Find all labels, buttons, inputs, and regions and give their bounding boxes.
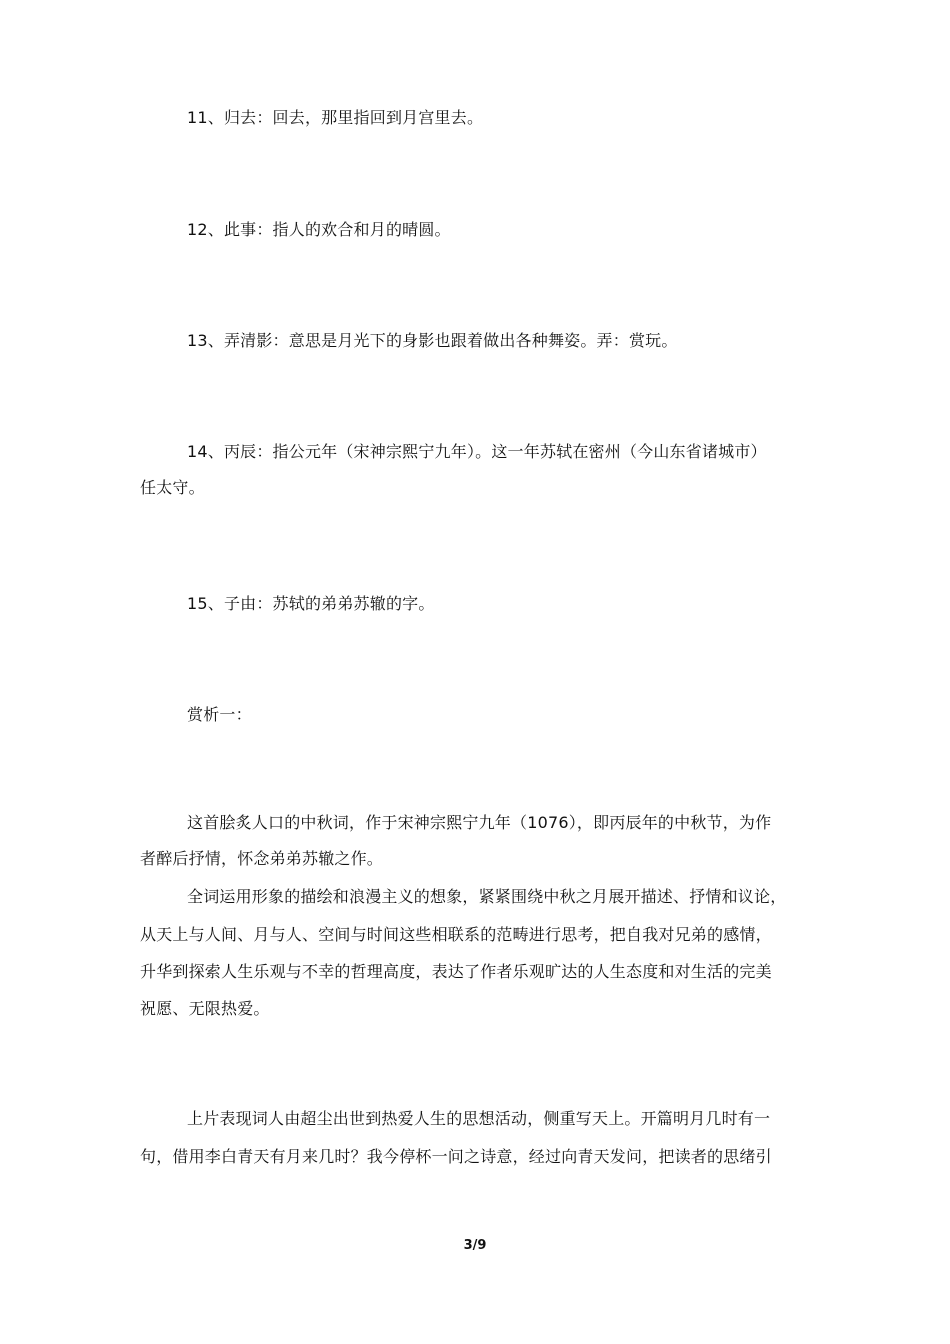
paragraph-3-line-2: 句，借用李白青天有月来几时？我今停杯一问之诗意，经过向青天发问，把读者的思绪引 bbox=[140, 1147, 772, 1166]
note-12: 12、此事：指人的欢合和月的晴圆。 bbox=[187, 220, 451, 239]
note-14-line-1: 14、丙辰：指公元年（宋神宗熙宁九年）。这一年苏轼在密州（今山东省诸城市） bbox=[187, 442, 767, 461]
page-number: 3/9 bbox=[463, 1238, 487, 1253]
paragraph-2-line-1: 全词运用形象的描绘和浪漫主义的想象，紧紧围绕中秋之月展开描述、抒情和议论， bbox=[187, 887, 787, 906]
paragraph-2-line-2: 从天上与人间、月与人、空间与时间这些相联系的范畴进行思考，把自我对兄弟的感情， bbox=[140, 925, 772, 944]
note-14-line-2: 任太守。 bbox=[140, 478, 205, 497]
note-15: 15、子由：苏轼的弟弟苏辙的字。 bbox=[187, 594, 435, 613]
section-heading: 赏析一： bbox=[187, 705, 252, 724]
paragraph-2-line-4: 祝愿、无限热爱。 bbox=[140, 999, 270, 1018]
paragraph-3-line-1: 上片表现词人由超尘出世到热爱人生的思想活动，侧重写天上。开篇明月几时有一 bbox=[187, 1109, 771, 1128]
paragraph-1-line-1: 这首脍炙人口的中秋词，作于宋神宗熙宁九年（1076），即丙辰年的中秋节，为作 bbox=[187, 813, 772, 832]
note-11: 11、归去：回去，那里指回到月宫里去。 bbox=[187, 108, 484, 127]
note-13: 13、弄清影：意思是月光下的身影也跟着做出各种舞姿。弄：赏玩。 bbox=[187, 331, 678, 350]
paragraph-1-line-2: 者醉后抒情，怀念弟弟苏辙之作。 bbox=[140, 849, 384, 868]
paragraph-2-line-3: 升华到探索人生乐观与不幸的哲理高度，表达了作者乐观旷达的人生态度和对生活的完美 bbox=[140, 962, 772, 981]
